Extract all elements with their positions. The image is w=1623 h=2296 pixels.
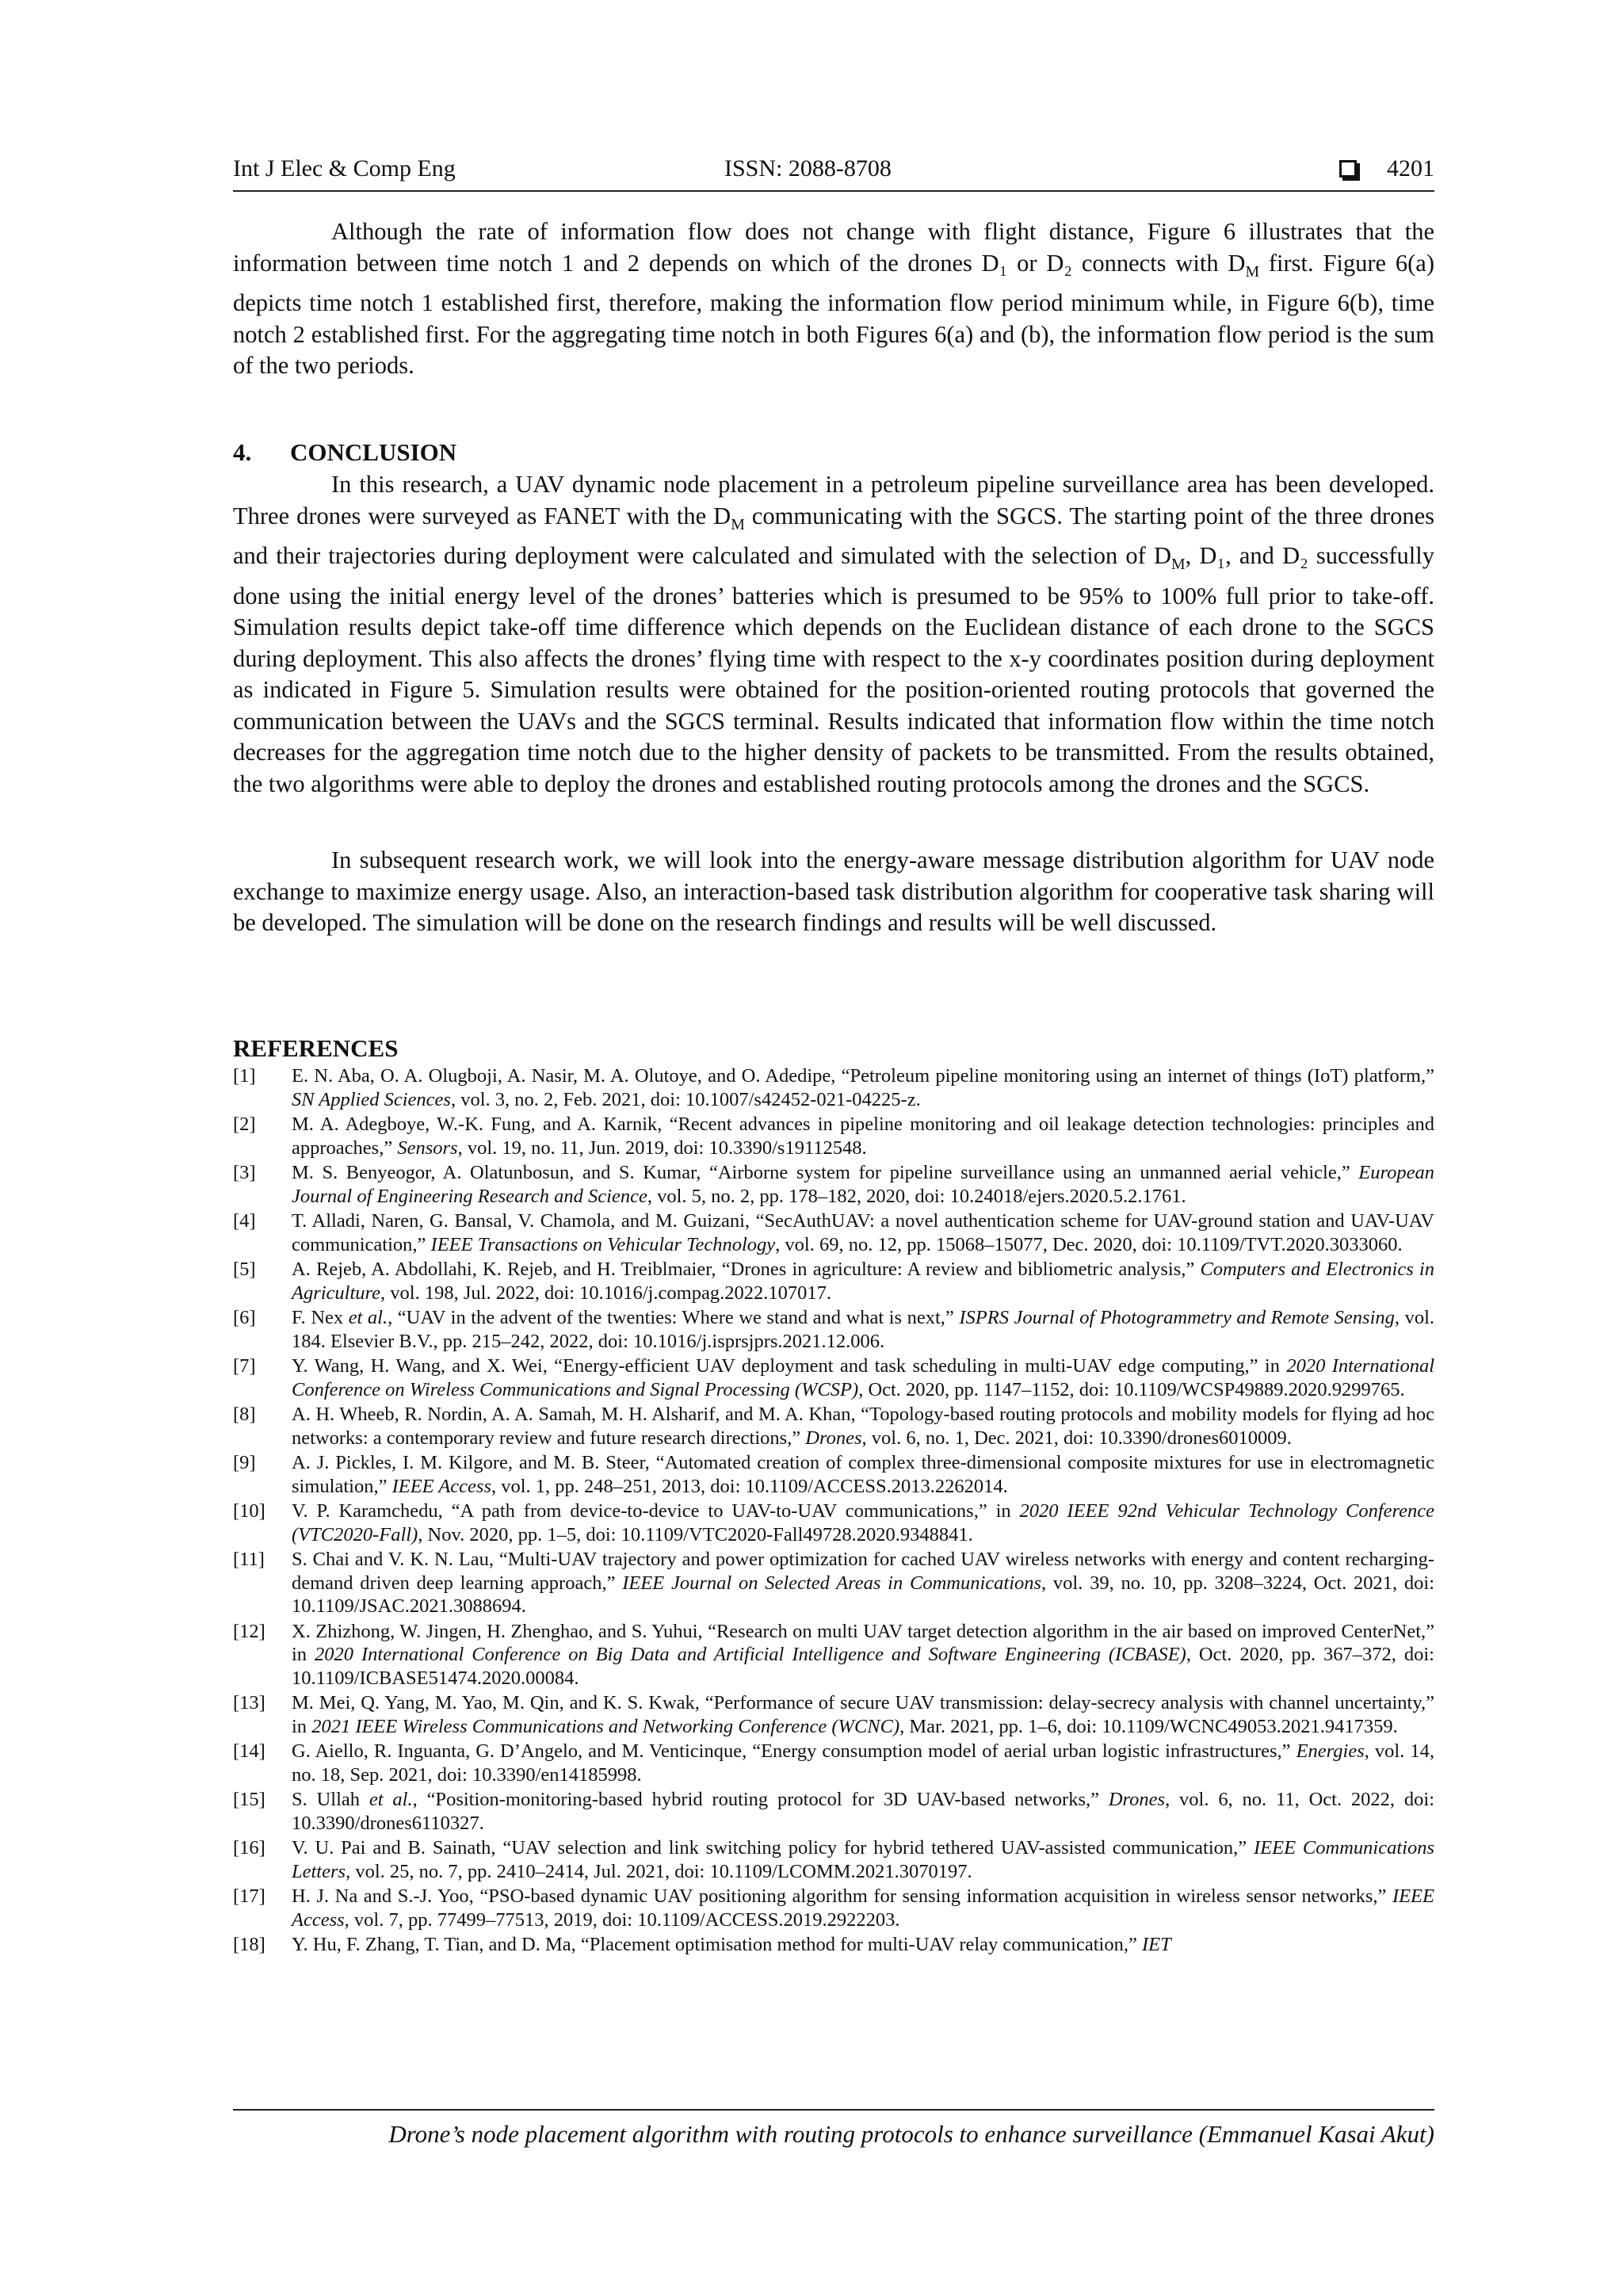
reference-number: [5] bbox=[233, 1259, 256, 1280]
reference-post: , vol. 184. Elsevier B.V., pp. 215–242, 2022, doi: 10.1016/j.isprsjprs.2021.12.006. bbox=[292, 1307, 1434, 1352]
reference-venue: Drones bbox=[1108, 1789, 1166, 1810]
conclusion-paragraph-1: In this research, a UAV dynamic node placement in a petroleum pipeline surveillance area has been developed. Three drones were surveyed as FANET with the $D_M$ communicating with the SGCS. The starting point of the three drones and their trajectories during deployment were calculated and simulated with the selection of $D_M$, D₁, and D₂ successfully done using the initial energy level of the drones’ batteries which is presumed to be 95% to 100% full prior to take-off. Simulation results depict take-off time difference which depends on the Euclidean distance of each drone to the SGCS during deployment. This also affects the drones’ flying time with respect to the x-y coordinates position during deployment as indicated in Figure 5. Simulation results were obtained for the position-oriented routing protocols that governed the communication between the UAVs and the SGCS terminal. Results indicated that information flow within the time notch decreases for the aggregation time notch due to the higher density of packets to be transmitted. From the results obtained, the two algorithms were able to deploy the drones and established routing protocols among the drones and the SGCS. bbox=[233, 471, 1434, 797]
reference-mid: , “UAV in the advent of the twenties: Where we stand and what is next,” bbox=[388, 1307, 960, 1328]
reference-pre: V. U. Pai and B. Sainath, “UAV selection and link switching policy for hybrid tethered UAV-assisted communication,” bbox=[292, 1837, 1254, 1859]
reference-text bbox=[292, 1885, 1434, 1931]
page-footer: Drone’s node placement algorithm with routing protocols to enhance surveillance (Emmanuel Kasai Akut) bbox=[233, 2109, 1434, 2149]
references-list bbox=[233, 1064, 1434, 1958]
running-header bbox=[233, 155, 1434, 192]
reference-pre: A. Rejeb, A. Abdollahi, K. Rejeb, and H. Treiblmaier, “Drones in agriculture: A review and bibliometric analysis,” bbox=[292, 1259, 1201, 1280]
reference-text bbox=[292, 1354, 1434, 1401]
reference-number: [10] bbox=[233, 1500, 265, 1522]
reference-post: , Mar. 2021, pp. 1–6, doi: 10.1109/WCNC49053.2021.9417359. bbox=[899, 1715, 1398, 1737]
reference-etal: et al. bbox=[369, 1789, 413, 1810]
reference-mid: , “Position-monitoring-based hybrid routing protocol for 3D UAV-based networks,” bbox=[412, 1789, 1109, 1810]
reference-item bbox=[233, 1113, 1434, 1159]
reference-post: , Nov. 2020, pp. 1–5, doi: 10.1109/VTC2020-Fall49728.2020.9348841. bbox=[418, 1523, 973, 1545]
reference-post: , Oct. 2020, pp. 367–372, doi: 10.1109/ICBASE51474.2020.00084. bbox=[292, 1644, 1434, 1689]
reference-item bbox=[233, 1885, 1434, 1931]
reference-item bbox=[233, 1836, 1434, 1883]
reference-pre: M. A. Adegboye, W.-K. Fung, and A. Karnik, “Recent advances in pipeline monitoring and oil leakage detection technologies: principles and approaches,” bbox=[292, 1114, 1434, 1159]
reference-post: , vol. 69, no. 12, pp. 15068–15077, Dec. 2020, doi: 10.1109/TVT.2020.3033060. bbox=[775, 1233, 1403, 1255]
reference-number: [6] bbox=[233, 1307, 256, 1328]
reference-venue: 2021 IEEE Wireless Communications and Networking Conference (WCNC) bbox=[311, 1715, 900, 1737]
reference-number: [12] bbox=[233, 1620, 265, 1642]
journal-name: Int J Elec & Comp Eng bbox=[233, 155, 456, 181]
reference-item bbox=[233, 1933, 1434, 1957]
reference-venue: Sensors bbox=[397, 1137, 458, 1159]
section-number: 4. bbox=[233, 438, 252, 466]
reference-item bbox=[233, 1620, 1434, 1690]
reference-text bbox=[292, 1113, 1434, 1159]
reference-venue: SN Applied Sciences bbox=[292, 1088, 451, 1110]
reference-item bbox=[233, 1548, 1434, 1618]
reference-pre: X. Zhizhong, W. Jingen, H. Zhenghao, and S. Yuhui, “Research on multi UAV target detection algorithm in the air based on improved CenterNet,” in bbox=[292, 1620, 1434, 1665]
reference-item bbox=[233, 1161, 1434, 1208]
reference-venue: IEEE Transactions on Vehicular Technology bbox=[430, 1233, 776, 1255]
reference-post: , vol. 198, Jul. 2022, doi: 10.1016/j.compag.2022.107017. bbox=[380, 1282, 831, 1304]
reference-pre: A. H. Wheeb, R. Nordin, A. A. Samah, M. H. Alsharif, and M. A. Khan, “Topology-based routing protocols and mobility models for flying ad hoc networks: a contemporary review and future research directions,” bbox=[292, 1404, 1434, 1449]
reference-text bbox=[292, 1836, 1434, 1883]
reference-text bbox=[292, 1548, 1434, 1618]
reference-item bbox=[233, 1306, 1434, 1353]
reference-number: [17] bbox=[233, 1885, 265, 1907]
reference-pre: M. S. Benyeogor, A. Olatunbosun, and S. Kumar, “Airborne system for pipeline surveillance using an unmanned aerial vehicle,” bbox=[292, 1162, 1359, 1183]
page-number: 4201 bbox=[1387, 155, 1434, 181]
references-title: REFERENCES bbox=[233, 1034, 399, 1062]
reference-text bbox=[292, 1209, 1434, 1256]
reference-post: , vol. 39, no. 10, pp. 3208–3224, Oct. 2021, doi: 10.1109/JSAC.2021.3088694. bbox=[292, 1572, 1434, 1617]
reference-number: [4] bbox=[233, 1210, 256, 1232]
reference-pre: G. Aiello, R. Inguanta, G. D’Angelo, and M. Venticinque, “Energy consumption model of aerial urban logistic infrastructures,” bbox=[292, 1740, 1296, 1762]
reference-item bbox=[233, 1691, 1434, 1738]
reference-pre: S. Ullah bbox=[292, 1789, 369, 1810]
reference-post: , vol. 14, no. 18, Sep. 2021, doi: 10.3390/en14185998. bbox=[292, 1740, 1435, 1786]
reference-item bbox=[233, 1209, 1434, 1256]
reference-number: [7] bbox=[233, 1355, 256, 1377]
reference-post: , vol. 6, no. 1, Dec. 2021, doi: 10.3390/drones6010009. bbox=[861, 1427, 1292, 1449]
reference-text bbox=[292, 1161, 1434, 1208]
reference-venue: 2020 International Conference on Big Data and Artificial Intelligence and Software Engineering (ICBASE) bbox=[315, 1644, 1186, 1665]
reference-venue: IEEE Communications Letters bbox=[292, 1837, 1434, 1882]
reference-venue: IEEE Access bbox=[292, 1885, 1434, 1931]
reference-pre: M. Mei, Q. Yang, M. Yao, M. Qin, and K. S. Kwak, “Performance of secure UAV transmission: delay-secrecy analysis with channel uncertainty,” in bbox=[292, 1692, 1434, 1737]
reference-post: , vol. 7, pp. 77499–77513, 2019, doi: 10.1109/ACCESS.2019.2922203. bbox=[344, 1908, 900, 1931]
reference-item bbox=[233, 1499, 1434, 1546]
reference-post: , vol. 3, no. 2, Feb. 2021, doi: 10.1007/s42452-021-04225-z. bbox=[450, 1088, 921, 1110]
reference-text bbox=[292, 1933, 1434, 1957]
reference-text bbox=[292, 1691, 1434, 1738]
reference-post: , vol. 5, no. 2, pp. 178–182, 2020, doi: 10.24018/ejers.2020.5.2.1761. bbox=[647, 1185, 1186, 1207]
reference-venue: IET bbox=[1141, 1934, 1171, 1955]
reference-text bbox=[292, 1403, 1434, 1450]
conclusion-paragraph-2: In subsequent research work, we will look into the energy-aware message distribution algorithm for UAV node exchange to maximize energy usage. Also, an interaction-based task distribution algorithm for cooperative task sharing will be developed. The simulation will be done on the research findings and results will be well discussed. bbox=[233, 846, 1434, 936]
reference-item bbox=[233, 1740, 1434, 1786]
reference-number: [18] bbox=[233, 1934, 265, 1955]
reference-etal: et al. bbox=[348, 1307, 388, 1328]
paper-page bbox=[233, 0, 1434, 2296]
reference-text bbox=[292, 1788, 1434, 1835]
reference-text bbox=[292, 1499, 1434, 1546]
reference-venue: IEEE Journal on Selected Areas in Communications bbox=[622, 1572, 1042, 1594]
issn: ISSN: 2088-8708 bbox=[724, 155, 892, 181]
reference-number: [15] bbox=[233, 1789, 265, 1810]
reference-pre: H. J. Na and S.-J. Yoo, “PSO-based dynamic UAV positioning algorithm for sensing information acquisition in wireless sensor networks,” bbox=[292, 1885, 1392, 1907]
reference-number: [11] bbox=[233, 1549, 265, 1570]
section-heading bbox=[233, 438, 456, 467]
reference-text bbox=[292, 1306, 1434, 1353]
reference-item bbox=[233, 1258, 1434, 1305]
reference-pre: E. N. Aba, O. A. Olugboji, A. Nasir, M. A. Olutoye, and O. Adedipe, “Petroleum pipeline monitoring using an internet of things (IoT) platform,” bbox=[292, 1065, 1434, 1087]
section-title: CONCLUSION bbox=[290, 438, 457, 466]
reference-number: [13] bbox=[233, 1692, 265, 1713]
reference-number: [2] bbox=[233, 1114, 256, 1135]
reference-pre: Y. Hu, F. Zhang, T. Tian, and D. Ma, “Placement optimisation method for multi-UAV relay communication,” bbox=[292, 1934, 1142, 1955]
reference-number: [8] bbox=[233, 1404, 256, 1425]
reference-number: [1] bbox=[233, 1065, 256, 1087]
reference-pre: V. P. Karamchedu, “A path from device-to-device to UAV-to-UAV communications,” in bbox=[292, 1500, 1020, 1522]
reference-venue: IEEE Access bbox=[391, 1475, 491, 1497]
reference-venue: 2020 International Conference on Wireless Communications and Signal Processing (WCSP) bbox=[292, 1355, 1435, 1400]
reference-number: [16] bbox=[233, 1837, 265, 1859]
reference-item bbox=[233, 1451, 1434, 1498]
reference-venue: Computers and Electronics in Agriculture bbox=[292, 1259, 1434, 1304]
reference-text bbox=[292, 1258, 1434, 1305]
square-box-icon bbox=[1339, 160, 1357, 178]
reference-number: [14] bbox=[233, 1740, 265, 1762]
reference-text bbox=[292, 1064, 1434, 1111]
reference-pre: Y. Wang, H. Wang, and X. Wei, “Energy-efficient UAV deployment and task scheduling in multi-UAV edge computing,” in bbox=[292, 1355, 1287, 1377]
reference-venue: Energies bbox=[1296, 1740, 1365, 1762]
reference-number: [3] bbox=[233, 1162, 256, 1183]
body-paragraph-1: Although the rate of information flow does not change with flight distance, Figure 6 illustrates that the information between time notch 1 and 2 depends on which of the drones D₁ or D₂ connects with $D_M$ first. Figure 6(a) depicts time notch 1 established first, therefore, making the information flow period minimum while, in Figure 6(b), time notch 2 established first. For the aggregating time notch in both Figures 6(a) and (b), the information flow period is the sum of the two periods. bbox=[233, 218, 1434, 380]
reference-item bbox=[233, 1354, 1434, 1401]
reference-venue: ISPRS Journal of Photogrammetry and Remote Sensing bbox=[959, 1307, 1395, 1328]
reference-pre: A. J. Pickles, I. M. Kilgore, and M. B. Steer, “Automated creation of complex three-dimensional composite mixtures for use in electromagnetic simulation,” bbox=[292, 1452, 1434, 1497]
reference-item bbox=[233, 1403, 1434, 1450]
reference-post: , Oct. 2020, pp. 1147–1152, doi: 10.1109/WCSP49889.2020.9299765. bbox=[858, 1378, 1405, 1400]
reference-number: [9] bbox=[233, 1452, 256, 1473]
reference-pre: F. Nex bbox=[292, 1307, 349, 1328]
reference-post: , vol. 19, no. 11, Jun. 2019, doi: 10.3390/s19112548. bbox=[457, 1137, 867, 1159]
reference-item bbox=[233, 1064, 1434, 1111]
reference-pre: S. Chai and V. K. N. Lau, “Multi-UAV trajectory and power optimization for cached UAV wireless networks with energy and content recharging-demand driven deep learning approach,” bbox=[292, 1549, 1434, 1594]
reference-venue: Drones bbox=[805, 1427, 862, 1449]
reference-item bbox=[233, 1788, 1434, 1835]
reference-text bbox=[292, 1451, 1434, 1498]
reference-pre: T. Alladi, Naren, G. Bansal, V. Chamola, and M. Guizani, “SecAuthUAV: a novel authentication scheme for UAV-ground station and UAV-UAV communication,” bbox=[292, 1210, 1434, 1255]
reference-post: , vol. 1, pp. 248–251, 2013, doi: 10.1109/ACCESS.2013.2262014. bbox=[491, 1475, 1008, 1497]
reference-venue: 2020 IEEE 92nd Vehicular Technology Conference (VTC2020-Fall) bbox=[292, 1500, 1434, 1545]
reference-text bbox=[292, 1620, 1434, 1690]
reference-text bbox=[292, 1740, 1434, 1786]
header-right bbox=[1339, 155, 1434, 182]
reference-post: , vol. 25, no. 7, pp. 2410–2414, Jul. 2021, doi: 10.1109/LCOMM.2021.3070197. bbox=[346, 1860, 972, 1882]
reference-post: , vol. 6, no. 11, Oct. 2022, doi: 10.3390/drones6110327. bbox=[292, 1789, 1434, 1834]
reference-venue: European Journal of Engineering Research and Science bbox=[292, 1162, 1434, 1207]
